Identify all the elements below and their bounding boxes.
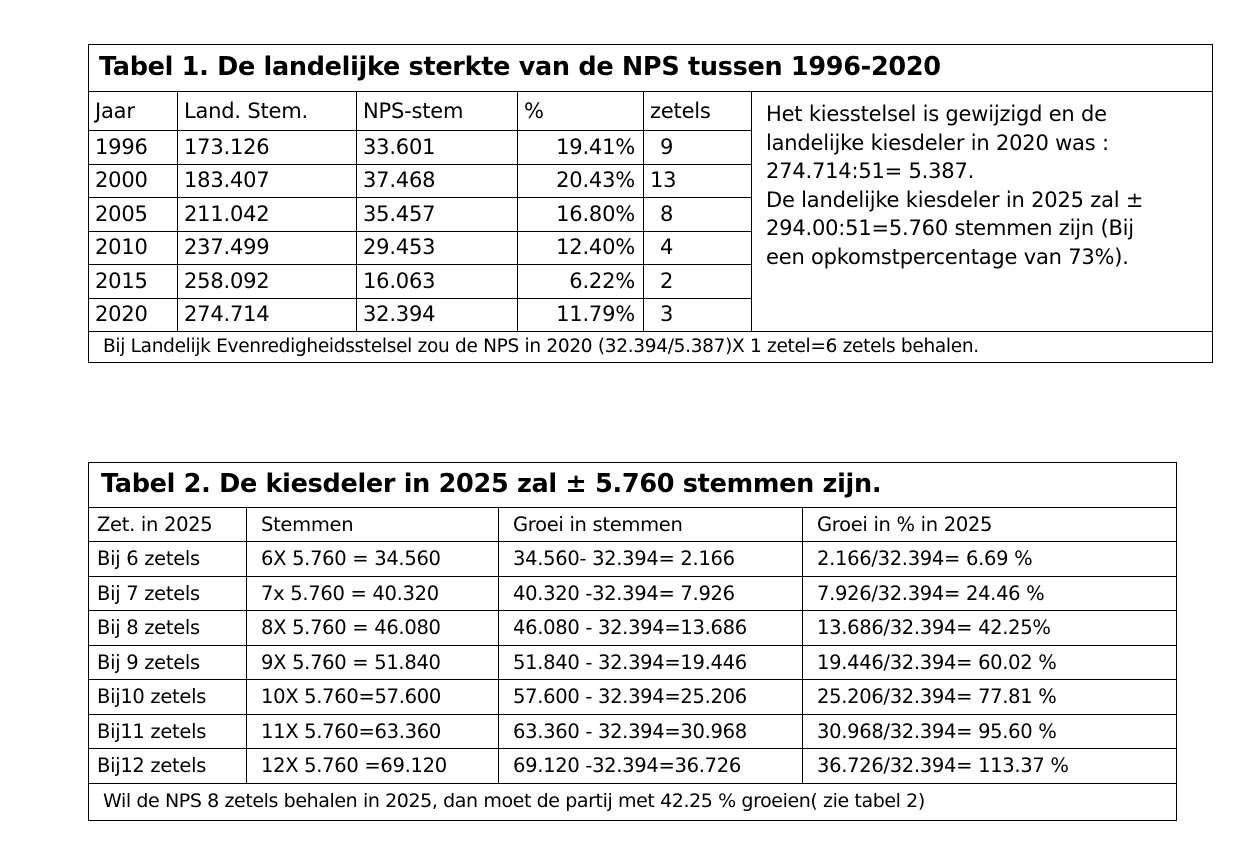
- note-line: De landelijke kiesdeler in 2025 zal ±: [766, 187, 1144, 212]
- cell-groei-stemmen: 40.320 -32.394= 7.926: [499, 576, 803, 611]
- table-2: [88, 462, 1177, 821]
- cell-stemmen: 11X 5.760=63.360: [247, 714, 499, 749]
- cell-land-stem: 237.499: [178, 231, 357, 265]
- table-row: [89, 680, 1177, 715]
- table-2-header-row: [89, 508, 1177, 542]
- cell-nps-stem: 37.468: [357, 164, 518, 198]
- cell-zetels: Bij 6 zetels: [89, 542, 247, 577]
- table-row: [89, 576, 1177, 611]
- cell-groei-stemmen: 51.840 - 32.394=19.446: [499, 645, 803, 680]
- column-header-nps-stem: NPS-stem: [357, 92, 518, 131]
- cell-groei-percent: 13.686/32.394= 42.25%: [803, 611, 1177, 646]
- table-row: [89, 714, 1177, 749]
- cell-zetels: 3: [644, 298, 752, 332]
- cell-jaar: 2005: [89, 198, 178, 232]
- table-1-note: [752, 92, 1213, 332]
- cell-nps-stem: 33.601: [357, 131, 518, 165]
- cell-zetels: 13: [644, 164, 752, 198]
- cell-nps-stem: 35.457: [357, 198, 518, 232]
- column-header-groei-stemmen: Groei in stemmen: [499, 508, 803, 542]
- table-2-title-row: [89, 463, 1177, 508]
- cell-land-stem: 211.042: [178, 198, 357, 232]
- note-line: 294.00:51=5.760 stemmen zijn (Bij: [766, 216, 1134, 241]
- table-1-footer: Bij Landelijk Evenredigheidsstelsel zou de NPS in 2020 (32.394/5.387)X 1 zetel=6 zetels behalen.: [89, 332, 1213, 363]
- note-line: landelijke kiesdeler in 2020 was :: [766, 130, 1109, 155]
- cell-stemmen: 8X 5.760 = 46.080: [247, 611, 499, 646]
- cell-land-stem: 258.092: [178, 265, 357, 299]
- note-line: een opkomstpercentage van 73%).: [766, 244, 1129, 269]
- cell-zetels: 4: [644, 231, 752, 265]
- cell-nps-stem: 32.394: [357, 298, 518, 332]
- cell-groei-percent: 25.206/32.394= 77.81 %: [803, 680, 1177, 715]
- cell-zetels: Bij 7 zetels: [89, 576, 247, 611]
- cell-stemmen: 9X 5.760 = 51.840: [247, 645, 499, 680]
- cell-groei-stemmen: 63.360 - 32.394=30.968: [499, 714, 803, 749]
- column-header-zetels: zetels: [644, 92, 752, 131]
- cell-groei-percent: 30.968/32.394= 95.60 %: [803, 714, 1177, 749]
- table-1-title: Tabel 1. De landelijke sterkte van de NPS tussen 1996-2020: [89, 45, 1213, 92]
- table-row: [89, 611, 1177, 646]
- cell-groei-percent: 36.726/32.394= 113.37 %: [803, 749, 1177, 784]
- table-1-title-row: [89, 45, 1213, 92]
- cell-zetels: Bij 9 zetels: [89, 645, 247, 680]
- cell-land-stem: 173.126: [178, 131, 357, 165]
- cell-groei-stemmen: 46.080 - 32.394=13.686: [499, 611, 803, 646]
- table-row: [89, 645, 1177, 680]
- cell-jaar: 1996: [89, 131, 178, 165]
- cell-nps-stem: 16.063: [357, 265, 518, 299]
- cell-percent: 12.40%: [518, 231, 644, 265]
- cell-groei-stemmen: 34.560- 32.394= 2.166: [499, 542, 803, 577]
- note-line: Het kiesstelsel is gewijzigd en de: [766, 102, 1107, 126]
- table-2-footer: Wil de NPS 8 zetels behalen in 2025, dan moet de partij met 42.25 % groeien( zie tabel 2): [89, 783, 1177, 820]
- cell-nps-stem: 29.453: [357, 231, 518, 265]
- cell-zetels: Bij 8 zetels: [89, 611, 247, 646]
- cell-percent: 6.22%: [518, 265, 644, 299]
- cell-groei-percent: 19.446/32.394= 60.02 %: [803, 645, 1177, 680]
- cell-groei-stemmen: 57.600 - 32.394=25.206: [499, 680, 803, 715]
- table-1: [88, 44, 1213, 363]
- cell-groei-percent: 7.926/32.394= 24.46 %: [803, 576, 1177, 611]
- cell-jaar: 2020: [89, 298, 178, 332]
- column-header-percent: %: [518, 92, 644, 131]
- cell-jaar: 2015: [89, 265, 178, 299]
- cell-zetels: Bij12 zetels: [89, 749, 247, 784]
- cell-zetels: Bij10 zetels: [89, 680, 247, 715]
- table-row: [89, 542, 1177, 577]
- cell-zetels: 8: [644, 198, 752, 232]
- cell-percent: 20.43%: [518, 164, 644, 198]
- cell-stemmen: 7x 5.760 = 40.320: [247, 576, 499, 611]
- cell-groei-percent: 2.166/32.394= 6.69 %: [803, 542, 1177, 577]
- table-row: [89, 749, 1177, 784]
- cell-percent: 16.80%: [518, 198, 644, 232]
- cell-groei-stemmen: 69.120 -32.394=36.726: [499, 749, 803, 784]
- cell-zetels: Bij11 zetels: [89, 714, 247, 749]
- cell-land-stem: 183.407: [178, 164, 357, 198]
- column-header-jaar: Jaar: [89, 92, 178, 131]
- cell-stemmen: 6X 5.760 = 34.560: [247, 542, 499, 577]
- table-2-title: Tabel 2. De kiesdeler in 2025 zal ± 5.760 stemmen zijn.: [89, 463, 1177, 508]
- cell-stemmen: 10X 5.760=57.600: [247, 680, 499, 715]
- table-1-footer-row: [89, 332, 1213, 363]
- column-header-stemmen: Stemmen: [247, 508, 499, 542]
- column-header-zetels-2025: Zet. in 2025: [89, 508, 247, 542]
- table-2-footer-row: [89, 783, 1177, 820]
- cell-jaar: 2000: [89, 164, 178, 198]
- cell-stemmen: 12X 5.760 =69.120: [247, 749, 499, 784]
- note-line: 274.714:51= 5.387.: [766, 159, 975, 184]
- cell-percent: 19.41%: [518, 131, 644, 165]
- column-header-land-stem: Land. Stem.: [178, 92, 357, 131]
- cell-zetels: 2: [644, 265, 752, 299]
- cell-zetels: 9: [644, 131, 752, 165]
- column-header-groei-percent: Groei in % in 2025: [803, 508, 1177, 542]
- cell-jaar: 2010: [89, 231, 178, 265]
- table-1-header-row: [89, 92, 1213, 131]
- cell-land-stem: 274.714: [178, 298, 357, 332]
- cell-percent: 11.79%: [518, 298, 644, 332]
